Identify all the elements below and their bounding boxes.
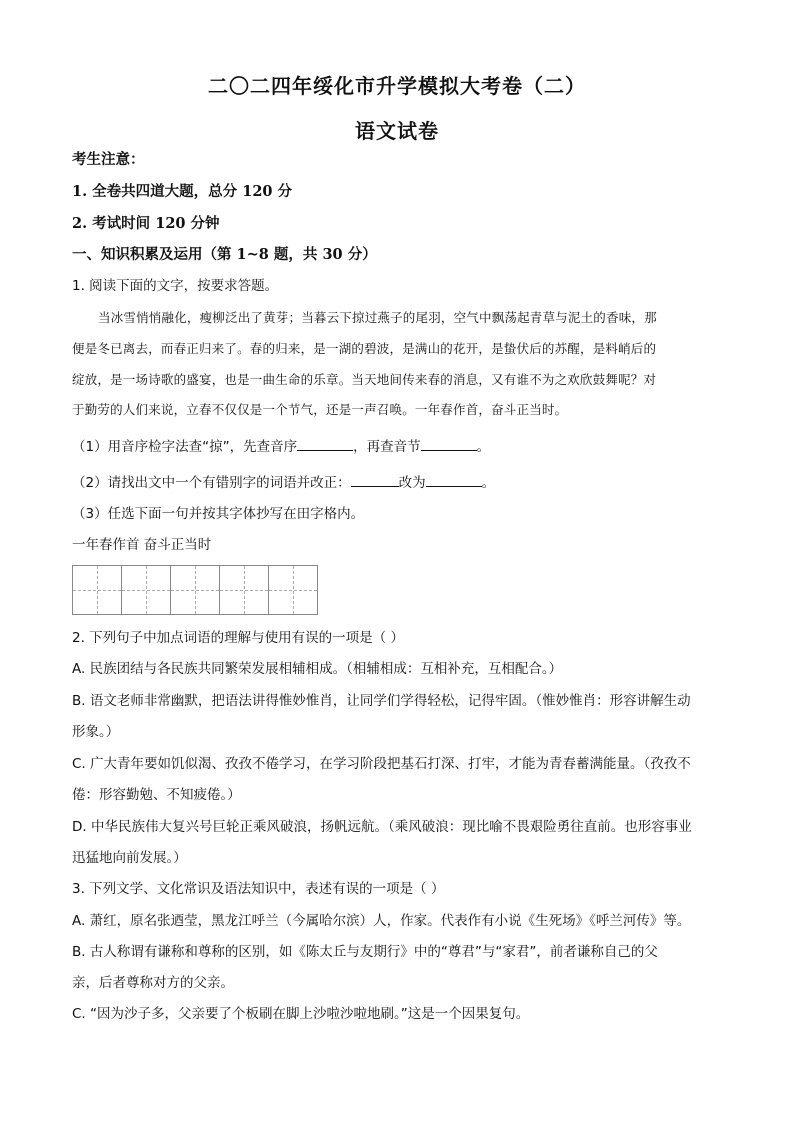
question-1-sub2: （2）请找出文中一个有错别字的词语并改正： 改为 。 [72,472,722,493]
question-2-stem: 2. 下列句子中加点词语的理解与使用有误的一项是（ ） [72,630,404,646]
question-3-option: C. “因为沙子多，父亲要了个板刷在脚上沙啦沙啦地刷。”这是一个因果复句。 [72,1006,530,1022]
question-3-option: B. 古人称谓有谦称和尊称的区别，如《陈太丘与友期行》中的“尊君”与“家君”，前者谦称自己的父 [72,944,658,960]
grid-cell[interactable] [171,566,220,614]
exam-subtitle: 语文试卷 [355,119,439,143]
question-2-option: C. 广大青年要如饥似渴、孜孜不倦学习，在学习阶段把基石打深、打牢，才能为青春蓄满能量。（孜孜不 [72,756,691,772]
notice-item: 1. 全卷共四道大题，总分 120 分 [72,183,293,200]
passage-line: 当冰雪悄悄融化，瘦柳泛出了黄芽；当暮云下掠过燕子的尾羽，空气中飘荡起青草与泥土的香味，那 [98,310,657,325]
exam-title: 二〇二四年绥化市升学模拟大考卷（二） [208,74,586,98]
question-3-option: 亲，后者尊称对方的父亲。 [72,975,234,991]
answer-blank[interactable] [421,436,477,451]
copy-sentence: 一年春作首 奋斗正当时 [72,537,212,553]
notice-item: 2. 考试时间 120 分钟 [72,215,220,232]
grid-cell[interactable] [269,566,317,614]
section-heading: 一、知识积累及运用（第 1~8 题，共 30 分） [72,246,377,263]
answer-blank[interactable] [297,436,353,451]
answer-blank[interactable] [426,472,482,487]
passage-line: 绽放，是一场诗歌的盛宴，也是一曲生命的乐章。当天地间传来春的消息，又有谁不为之欢欣鼓舞呢？对 [72,372,657,387]
grid-cell[interactable] [73,566,122,614]
answer-blank[interactable] [351,472,399,487]
notice-heading: 考生注意： [72,151,145,168]
question-1-stem: 1. 阅读下面的文字，按要求答题。 [72,278,279,294]
question-3-option: A. 萧红，原名张迺莹，黑龙江呼兰（今属哈尔滨）人，作家。代表作有小说《生死场》《呼兰河传》等。 [72,913,691,929]
passage-line: 便是冬已离去，而春正归来了。春的归来，是一湖的碧波，是满山的花开，是蛰伏后的苏醒，是料峭后的 [72,341,657,356]
grid-cell[interactable] [122,566,171,614]
question-2-option: A. 民族团结与各民族共同繁荣发展相辅相成。（相辅相成：互相补充，互相配合。） [72,661,563,677]
question-2-option: B. 语文老师非常幽默，把语法讲得惟妙惟肖，让同学们学得轻松，记得牢固。（惟妙惟肖：形容讲解生动 [72,693,691,709]
question-1-sub1: （1）用音序检字法查“掠”，先查音序 ，再查音节 。 [72,436,722,457]
question-2-option: 迅猛地向前发展。） [72,850,187,866]
question-3-stem: 3. 下列文学、文化常识及语法知识中，表述有误的一项是（ ） [72,881,445,897]
question-2-option: 倦：形容勤勉、不知疲倦。） [72,787,241,803]
tianzige-grid[interactable] [72,565,318,615]
question-2-option: D. 中华民族伟大复兴号巨轮正乘风破浪，扬帆远航。（乘风破浪：现比喻不畏艰险勇往直前。也形容事业 [72,819,692,835]
question-1-sub3: （3）任选下面一句并按其字体抄写在田字格内。 [72,506,365,522]
passage-line: 于勤劳的人们来说，立春不仅仅是一个节气，还是一声召唤。一年春作首，奋斗正当时。 [72,402,568,417]
grid-cell[interactable] [220,566,269,614]
question-2-option: 形象。） [72,724,120,740]
